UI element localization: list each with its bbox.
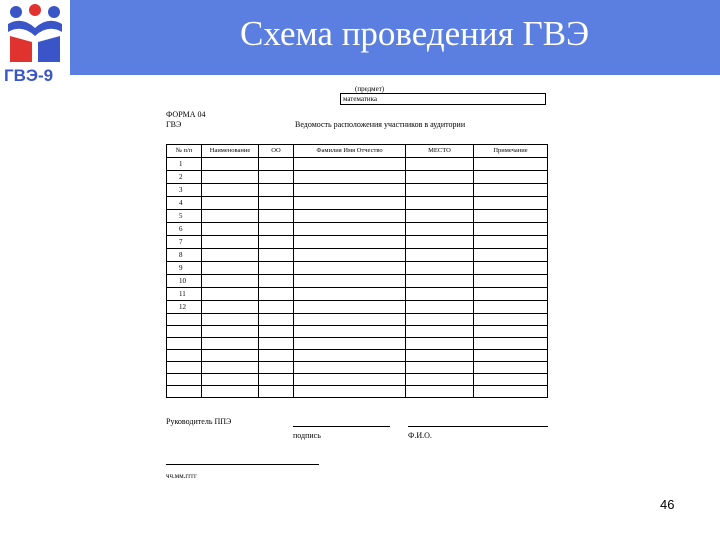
table-cell [294, 223, 406, 236]
table-cell [406, 249, 474, 262]
table-cell [294, 236, 406, 249]
signature-line [293, 426, 390, 427]
row-number: 8 [167, 249, 202, 262]
table-row [167, 288, 548, 301]
column-header: Фамилия Имя Отчество [294, 145, 406, 158]
table-row [167, 374, 548, 386]
table-cell [259, 210, 294, 223]
table-cell [474, 386, 548, 398]
table-cell [294, 275, 406, 288]
table-cell [474, 223, 548, 236]
table-cell [202, 249, 259, 262]
table-cell [294, 301, 406, 314]
row-number: 2 [167, 171, 202, 184]
table-cell [406, 301, 474, 314]
table-cell [474, 275, 548, 288]
table-cell [406, 326, 474, 338]
table-cell [202, 288, 259, 301]
table-cell [406, 158, 474, 171]
column-header: ОО [259, 145, 294, 158]
head-label: Руководитель ППЭ [166, 417, 232, 426]
table-cell [259, 362, 294, 374]
table-cell [474, 249, 548, 262]
subject-caption: (предмет) [355, 85, 385, 93]
table-cell [259, 374, 294, 386]
table-row [167, 275, 548, 288]
table-cell [474, 184, 548, 197]
table-cell [259, 236, 294, 249]
row-number: 3 [167, 184, 202, 197]
page-number: 46 [660, 497, 675, 512]
form-code: ФОРМА 04 [166, 110, 206, 119]
header [0, 0, 720, 85]
table-cell [406, 338, 474, 350]
table-cell [202, 338, 259, 350]
table-cell [259, 184, 294, 197]
form-type: ГВЭ [166, 120, 182, 129]
table-row [167, 314, 548, 326]
table-cell [474, 326, 548, 338]
table-cell [259, 301, 294, 314]
table-cell [294, 210, 406, 223]
row-number: 12 [167, 301, 202, 314]
table-cell [474, 210, 548, 223]
row-number [167, 374, 202, 386]
table-row [167, 350, 548, 362]
signature-caption: подпись [293, 431, 321, 440]
fio-caption: Ф.И.О. [408, 431, 432, 440]
table-cell [474, 362, 548, 374]
table-row [167, 326, 548, 338]
table-cell [202, 171, 259, 184]
table-cell [294, 338, 406, 350]
table-cell [294, 171, 406, 184]
table-cell [294, 262, 406, 275]
table-cell [294, 184, 406, 197]
row-number [167, 362, 202, 374]
table-cell [474, 314, 548, 326]
table-row [167, 262, 548, 275]
table-cell [294, 288, 406, 301]
column-header: Примечание [474, 145, 548, 158]
table-cell [406, 171, 474, 184]
row-number: 11 [167, 288, 202, 301]
row-number: 7 [167, 236, 202, 249]
table-row [167, 197, 548, 210]
row-number: 5 [167, 210, 202, 223]
table-cell [294, 197, 406, 210]
table-cell [294, 362, 406, 374]
table-cell [474, 350, 548, 362]
table-cell [202, 223, 259, 236]
table-cell [259, 158, 294, 171]
table-cell [474, 171, 548, 184]
table-cell [406, 386, 474, 398]
table-cell [202, 184, 259, 197]
table-cell [259, 171, 294, 184]
statement-title: Ведомость расположения участников в аудитории [295, 120, 466, 129]
table-cell [474, 158, 548, 171]
title-banner [70, 0, 720, 75]
table-cell [294, 386, 406, 398]
table-cell [406, 350, 474, 362]
table-cell [202, 236, 259, 249]
table-cell [259, 197, 294, 210]
table-cell [406, 223, 474, 236]
table-row [167, 158, 548, 171]
table-cell [294, 350, 406, 362]
table-cell [406, 288, 474, 301]
table-header-row [167, 145, 548, 158]
table-cell [406, 197, 474, 210]
date-line [166, 464, 319, 465]
row-number [167, 350, 202, 362]
table-cell [259, 386, 294, 398]
table-cell [202, 210, 259, 223]
table-row [167, 249, 548, 262]
table-cell [259, 275, 294, 288]
table-cell [202, 314, 259, 326]
table-cell [202, 301, 259, 314]
table-cell [474, 338, 548, 350]
table-cell [259, 338, 294, 350]
table-cell [474, 262, 548, 275]
table-cell [202, 197, 259, 210]
table-cell [406, 314, 474, 326]
table-cell [474, 236, 548, 249]
table-cell [294, 158, 406, 171]
subject-field [340, 93, 546, 105]
table-cell [406, 210, 474, 223]
table-cell [202, 158, 259, 171]
table-cell [259, 350, 294, 362]
subject-value: математика [343, 95, 377, 103]
table-cell [474, 301, 548, 314]
table-row [167, 171, 548, 184]
table-cell [406, 262, 474, 275]
table-cell [474, 288, 548, 301]
table-cell [406, 362, 474, 374]
row-number: 9 [167, 262, 202, 275]
table-cell [202, 350, 259, 362]
table-cell [259, 223, 294, 236]
table-cell [202, 326, 259, 338]
table-row [167, 184, 548, 197]
table-cell [202, 386, 259, 398]
table-row [167, 338, 548, 350]
table-cell [294, 249, 406, 262]
row-number [167, 314, 202, 326]
table-cell [474, 197, 548, 210]
fio-line [408, 426, 548, 427]
table-cell [406, 184, 474, 197]
seating-table [166, 144, 548, 398]
table-cell [202, 374, 259, 386]
row-number [167, 386, 202, 398]
table-cell [259, 249, 294, 262]
table-row [167, 210, 548, 223]
logo-text: ГВЭ-9 [4, 66, 54, 85]
table-cell [259, 314, 294, 326]
table-cell [202, 262, 259, 275]
table-row [167, 362, 548, 374]
table-cell [406, 275, 474, 288]
table-cell [474, 374, 548, 386]
table-cell [294, 374, 406, 386]
column-header: МЕСТО [406, 145, 474, 158]
table-cell [259, 326, 294, 338]
row-number: 1 [167, 158, 202, 171]
row-number [167, 338, 202, 350]
table-cell [294, 326, 406, 338]
column-header: Наименование [202, 145, 259, 158]
column-header: № п/п [167, 145, 202, 158]
table-cell [294, 314, 406, 326]
table-cell [259, 262, 294, 275]
table-cell [202, 275, 259, 288]
row-number: 4 [167, 197, 202, 210]
table-cell [406, 374, 474, 386]
table-row [167, 386, 548, 398]
table-row [167, 236, 548, 249]
row-number: 10 [167, 275, 202, 288]
table-row [167, 223, 548, 236]
row-number [167, 326, 202, 338]
table-cell [259, 288, 294, 301]
table-cell [202, 362, 259, 374]
page-title: Схема проведения ГВЭ [240, 14, 590, 53]
table-cell [406, 236, 474, 249]
table-row [167, 301, 548, 314]
row-number: 6 [167, 223, 202, 236]
date-value: чч.мм.гггг [166, 472, 197, 480]
